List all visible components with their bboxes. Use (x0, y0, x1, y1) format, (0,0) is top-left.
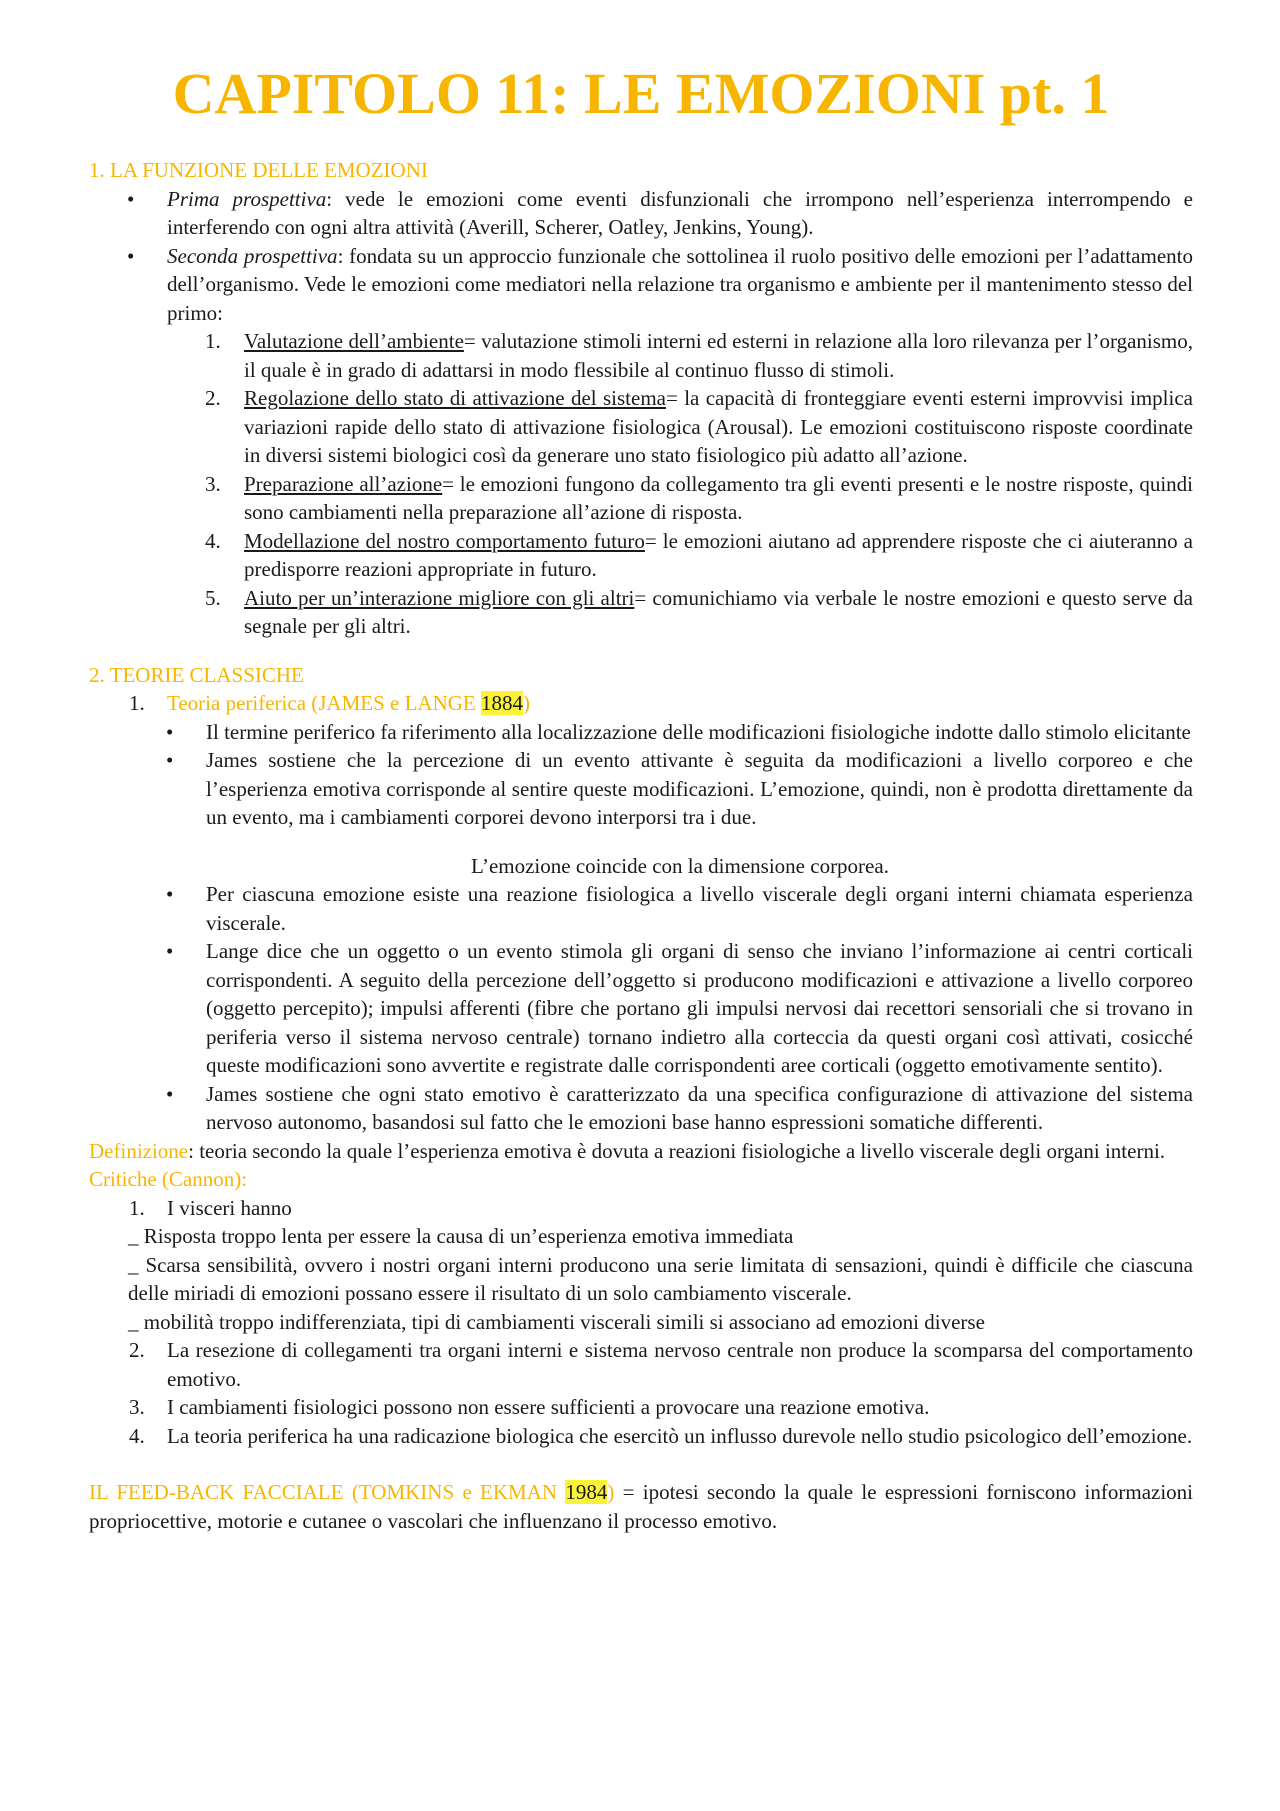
critiques-list-rest (89, 1336, 1193, 1450)
critiques-list-start (89, 1194, 1193, 1223)
list-item: • Per ciascuna emozione esiste una reazione fisiologica a livello viscerale degli organi interni chiamata esperienza viscerale. (89, 880, 1193, 937)
critique-subpoint: _ mobilità troppo indifferenziata, tipi di cambiamenti viscerali simili si associano ad emozioni diverse (128, 1309, 985, 1334)
list-item: • Il termine periferico fa riferimento alla localizzazione delle modificazioni fisiologiche indotte dallo stimolo elicitante (89, 718, 1193, 747)
section-heading: 1. LA FUNZIONE DELLE EMOZIONI (89, 158, 428, 182)
list-item: 2. Regolazione dello stato di attivazione del sistema= la capacità di fronteggiare eventi esterni improvvisi implica variazioni rapide dello stato di attivazione fisiologica (Arousal). Le emozioni costituiscono risposte coordinate in diversi sistemi biologici così da generare uno stato fisiologico più adatto all’azione. (205, 386, 1193, 467)
spacer (89, 1450, 1193, 1478)
definition: Definizione: teoria secondo la quale l’esperienza emotiva è dovuta a reazioni fisiologiche a livello viscerale degli organi interni. (89, 1138, 1166, 1163)
list-item: • Seconda prospettiva: fondata su un approccio funzionale che sottolinea il ruolo positivo delle emozioni per l’adattamento dell’organismo. Vede le emozioni come mediatori nella relazione tra organismo e ambiente per il mantenimento stesso del primo: (89, 242, 1193, 328)
list-item: • Prima prospettiva: vede le emozioni come eventi disfunzionali che irrompono nell’esperienza interrompendo e interferendo con ogni altra attività (Averill, Scherer, Oatley, Jenkins, Young). (89, 185, 1193, 242)
list-item: 1. Valutazione dell’ambiente= valutazione stimoli interni ed esterni in relazione alla loro rilevanza per l’organismo, il quale è in grado di adattarsi in modo flessibile al continuo flusso di stimoli. (205, 329, 1193, 382)
year-highlight: 1884 (481, 691, 523, 715)
list-item: 3. Preparazione all’azione= le emozioni fungono da collegamento tra gli eventi presenti e le nostre risposte, quindi sono cambiamenti nella preparazione all’azione di risposta. (205, 471, 1193, 524)
list-item: 2. La resezione di collegamenti tra organi interni e sistema nervoso centrale non produce la scomparsa del comportamento emotivo. (129, 1338, 1193, 1391)
list-item: • James sostiene che ogni stato emotivo è caratterizzato da una specifica configurazione di attivazione del sistema nervoso autonomo, basandosi sul fatto che le emozioni base hanno espressioni somatiche differenti. (89, 1080, 1193, 1137)
theory-bullets-a (89, 718, 1193, 832)
functions-list (89, 327, 1193, 641)
section-teorie (89, 661, 1193, 1451)
centered-statement: L’emozione coincide con la dimensione corporea. (471, 853, 889, 878)
year-highlight: 1984 (565, 1480, 608, 1504)
page-title: CAPITOLO 11: LE EMOZIONI pt. 1 (172, 61, 1110, 126)
feedback-facciale: IL FEED-BACK FACCIALE (TOMKINS e EKMAN 1984) = ipotesi secondo la quale le espressioni forniscono informazioni propriocettive, motorie e cutanee o vascolari che influenzano il processo emotivo. (89, 1480, 1194, 1533)
theory-list (89, 689, 1193, 718)
section-heading: 2. TEORIE CLASSICHE (89, 662, 304, 687)
theory-bullets-b (89, 880, 1193, 1137)
list-item: 3. I cambiamenti fisiologici possono non essere sufficienti a provocare una reazione emotiva. (129, 1395, 930, 1419)
list-item: 5. Aiuto per un’interazione migliore con gli altri= comunichiamo via verbale le nostre emozioni e questo serve da segnale per gli altri. (205, 585, 1193, 638)
perspective-list (89, 185, 1193, 328)
list-item: 1. I visceri hanno (129, 1195, 292, 1220)
list-item: • James sostiene che la percezione di un evento attivante è seguita da modificazioni a livello corporeo e che l’esperienza emotiva corrisponde al sentire queste modificazioni. L’emozione, quindi, non è prodotta direttamente da un evento, ma i cambiamenti corporei devono interporsi tra i due. (89, 746, 1193, 832)
critiche-heading: Critiche (Cannon): (89, 1167, 248, 1191)
critique-subpoint: _ Risposta troppo lenta per essere la causa di un’esperienza emotiva immediata (128, 1224, 794, 1248)
list-item: • Lange dice che un oggetto o un evento stimola gli organi di senso che inviano l’informazione ai centri corticali corrispondenti. A seguito della percezione dell’oggetto si producono modificazioni e attivazione a livello corporeo (oggetto percepito); impulsi afferenti (fibre che portano gli impulsi nervosi dai recettori sensoriali che si trovano in periferia verso il sistema nervoso centrale) tornano indietro alla corteccia da questi organi così attivati, cosicché queste modificazioni sono avvertite e registrate dalle corrispondenti aree corticali (oggetto emotivamente sentito). (89, 937, 1193, 1080)
list-item: 4. Modellazione del nostro comportamento futuro= le emozioni aiutano ad apprendere risposte che ci aiuteranno a predisporre reazioni appropriate in futuro. (205, 528, 1193, 581)
list-item: 4. La teoria periferica ha una radicazione biologica che esercitò un influsso durevole nello studio psicologico dell’emozione. (129, 1423, 1193, 1448)
critique-subpoint: _ Scarsa sensibilità, ovvero i nostri organi interni producono una serie limitata di sensazioni, quindi è difficile che ciascuna delle miriadi di emozioni possano essere il risultato di un solo cambiamento viscerale. (128, 1252, 1193, 1305)
section-funzione (89, 156, 1193, 641)
theory-title: 1. Teoria periferica (JAMES e LANGE 1884) (129, 691, 530, 715)
